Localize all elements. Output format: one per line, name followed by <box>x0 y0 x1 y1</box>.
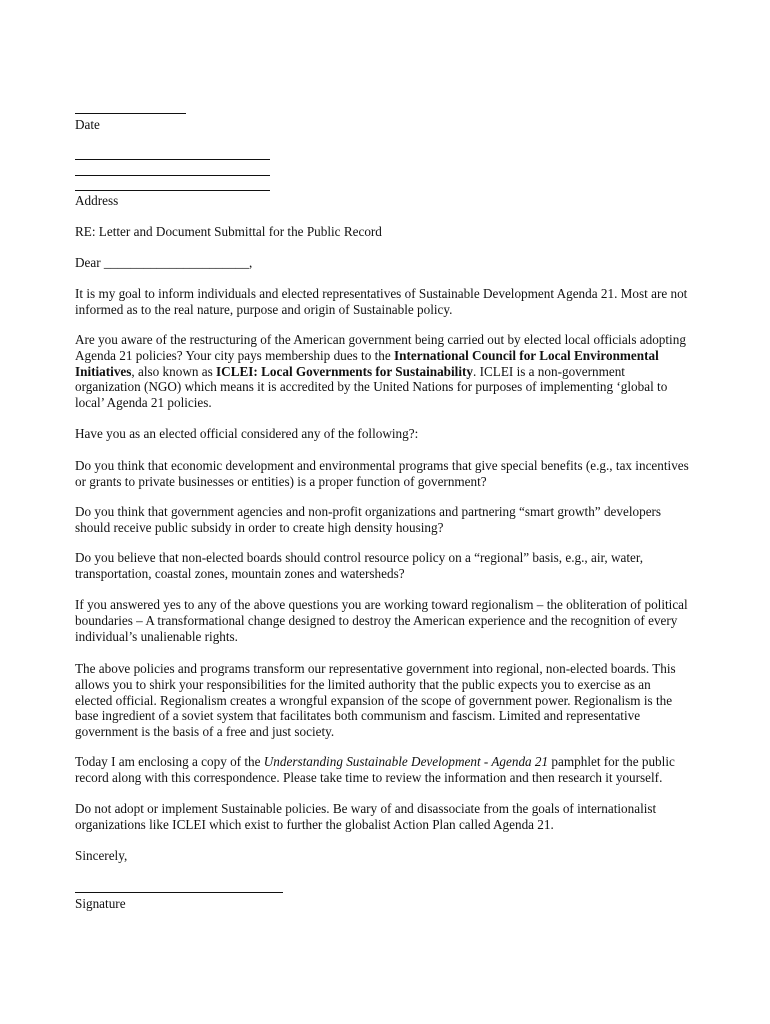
closing: Sincerely, <box>75 848 128 863</box>
paragraph-conclusion: Do not adopt or implement Sustainable policies. Be wary of and disassociate from the goals of internationalist organizations like ICLEI which exist to further the globalist Action Plan called Agenda 21. <box>75 801 657 832</box>
subject-line: RE: Letter and Document Submittal for the Public Record <box>75 224 382 239</box>
address-label: Address <box>75 193 119 208</box>
signature-line <box>75 892 283 893</box>
question-economic-development: Do you think that economic development and environmental programs that give special benefits (e.g., tax incentives or grants to private businesses or entities) is a proper function of government? <box>75 458 689 489</box>
bold-organization-name: International Council for Local Environmental Initiatives <box>75 347 659 379</box>
salutation <box>75 255 252 271</box>
address-line-3 <box>75 190 270 191</box>
question-regional-boards: Do you believe that non-elected boards should control resource policy on a “regional” basis, e.g., air, water, transportation, coastal zones, mountain zones and watersheds? <box>75 550 644 581</box>
paragraph-question-intro: Have you as an elected official considered any of the following?: <box>75 426 419 441</box>
pamphlet-title: Understanding Sustainable Development - Agenda 21 <box>263 754 549 769</box>
paragraph-policies: The above policies and programs transform our representative government into regional, non-elected boards. This allows you to shirk your responsibilities for the limited authority that the public expects you to exercise as an elected official. Regionalism creates a wrongful expansion of the scope of government power. Regionalism is the base ingredient of a soviet system that facilitates both communism and fascism. Limited and representative government is the basis of a free and just society. <box>75 661 676 740</box>
paragraph-regionalism: If you answered yes to any of the above questions you are working toward regionalism – the obliteration of political boundaries – A transformational change designed to destroy the American experience and the recognition of every individual’s unalienable rights. <box>75 597 688 644</box>
date-label: Date <box>75 117 100 132</box>
address-line-2 <box>75 175 270 176</box>
paragraph-iclei: Are you aware of the restructuring of the American government being carried out by elected local officials adopting Agenda 21 policies? Your city pays membership dues to the International Council for Local Environmental Initiatives, also known as ICLEI: Local Governments for Sustainability. ICLEI is a non-government organization (NGO) which means it is accredited by the United Nations for purposes of implementing ‘global to local’ Agenda 21 policies. <box>75 332 686 411</box>
signature-label: Signature <box>75 896 126 911</box>
salutation-prefix: Dear <box>75 255 101 270</box>
date-line <box>75 113 186 114</box>
paragraph-enclosure: Today I am enclosing a copy of the Understanding Sustainable Development - Agenda 21 pamphlet for the public record along with this correspondence. Please take time to review the information and then research it yourself. <box>75 754 675 785</box>
address-line-1 <box>75 159 270 160</box>
paragraph-intro: It is my goal to inform individuals and elected representatives of Sustainable Development Agenda 21. Most are not informed as to the real nature, purpose and origin of Sustainable policy. <box>75 286 688 317</box>
salutation-blank: ______________________, <box>103 255 253 270</box>
question-smart-growth: Do you think that government agencies and non-profit organizations and partnering “smart growth” developers should receive public subsidy in order to create high density housing? <box>75 504 662 535</box>
bold-iclei-name: ICLEI: Local Governments for Sustainability <box>216 363 473 379</box>
